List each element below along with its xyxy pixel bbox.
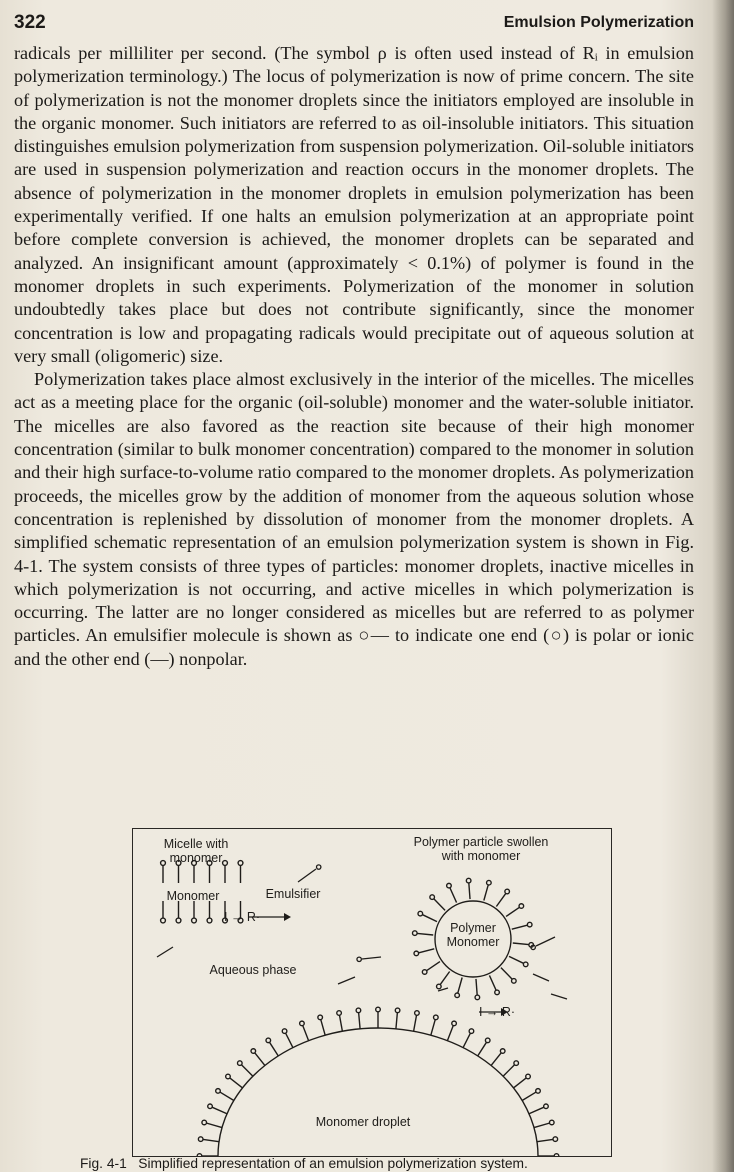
emulsifier-tail <box>427 962 440 971</box>
emulsifier-head <box>500 1049 505 1054</box>
label-monomer-droplet: Monomer droplet <box>315 1115 411 1129</box>
label-polymer-monomer: Polymer Monomer <box>446 921 500 949</box>
label-aqueous-phase: Aqueous phase <box>209 963 297 977</box>
free-emulsifier-tail <box>338 977 355 984</box>
figure-drawing <box>133 829 611 1156</box>
emulsifier-head <box>519 904 524 909</box>
free-emulsifier-head <box>317 865 321 869</box>
emulsifier-head <box>415 1011 420 1016</box>
paragraph-2: Polymerization takes place almost exclusively in the interior of the micelles. The micelles act as a meeting place for the organic (oil-soluble) monomer and the water-soluble initiator. The micelles are also favored as the reaction site because of their high monomer concentration (similar to bulk monomer concentration) compared to the monomer in solution and their high surface-to-volume ratio compared to the monomer droplets. As polymerization proceeds, the micelles grow by the addition of monomer from the aqueous solution whose concentration is replenished by dissolution of monomer from the monomer droplets. A simplified schematic representation of an emulsion polymerization system is shown in Fig. 4-1. The system consists of three types of particles: monomer droplets, inactive micelles in which polymerization is not occurring, and active micelles in which polymerization is occurring. The latter are no longer considered as micelles but are referred to as polymer particles. An emulsifier molecule is shown as ○— to indicate one end (○) is polar or ionic and the other end (—) nonpolar. <box>14 369 694 669</box>
emulsifier-head <box>282 1029 287 1034</box>
emulsifier-tail <box>207 1123 222 1127</box>
emulsifier-tail <box>512 925 528 929</box>
emulsifier-tail <box>503 1065 514 1076</box>
emulsifier-tail <box>242 1065 253 1076</box>
label-initiator-2: I → R· <box>478 1005 516 1019</box>
emulsifier-tail <box>230 1078 243 1088</box>
emulsifier-tail <box>491 1053 501 1065</box>
emulsifier-head <box>466 878 471 883</box>
emulsifier-tail <box>270 1042 279 1055</box>
page-number: 322 <box>14 12 46 33</box>
monomer-droplet-outline <box>218 1028 538 1156</box>
emulsifier-head <box>523 962 528 967</box>
label-polymer-particle: Polymer particle swollen with monomer <box>413 835 549 863</box>
emulsifier-tail <box>484 885 488 900</box>
body-text <box>14 42 694 671</box>
emulsifier-tail <box>463 1033 470 1047</box>
emulsifier-head <box>202 1120 207 1125</box>
emulsifier-tail <box>440 971 449 984</box>
emulsifier-head <box>216 1089 221 1094</box>
emulsifier-head <box>300 1021 305 1026</box>
emulsifier-tail <box>434 899 445 910</box>
emulsifier-head <box>526 1074 531 1079</box>
emulsifier-tail <box>286 1033 293 1047</box>
emulsifier-head <box>238 1061 243 1066</box>
label-initiator-1: I → R· <box>223 910 261 924</box>
emulsifier-tail <box>321 1020 325 1035</box>
emulsifier-head <box>198 1137 203 1142</box>
page-gutter-shadow <box>712 0 734 1172</box>
free-emulsifier-head <box>357 957 361 961</box>
caption-label: Fig. 4-1 <box>80 1156 127 1171</box>
emulsifier-head <box>161 918 166 923</box>
emulsifier-tail <box>534 1123 549 1127</box>
label-micelle-monomer: Monomer <box>166 889 220 903</box>
emulsifier-head <box>251 1049 256 1054</box>
emulsifier-tail <box>458 978 462 993</box>
emulsifier-head <box>418 911 423 916</box>
emulsifier-tail <box>419 949 435 953</box>
emulsifier-head <box>192 918 197 923</box>
emulsifier-tail <box>303 1026 309 1041</box>
emulsifier-tail <box>506 907 519 916</box>
emulsifier-head <box>487 880 492 885</box>
emulsifier-head <box>412 931 417 936</box>
label-emulsifier: Emulsifier <box>265 887 321 901</box>
emulsifier-tail <box>501 968 512 979</box>
emulsifier-tail <box>476 979 477 995</box>
emulsifier-head <box>505 889 510 894</box>
emulsifier-tail <box>220 1092 234 1100</box>
emulsifier-head <box>514 1061 519 1066</box>
emulsifier-tail <box>537 1139 553 1141</box>
free-emulsifier-tail <box>533 974 549 981</box>
emulsifier-head <box>527 922 532 927</box>
free-emulsifier-tail <box>298 869 316 882</box>
caption-text: Simplified representation of an emulsion polymerization system. <box>138 1156 528 1171</box>
emulsifier-head <box>226 1074 231 1079</box>
emulsifier-head <box>318 1015 323 1020</box>
label-micelle-with-monomer: Micelle with monomer <box>163 837 229 865</box>
emulsifier-tail <box>513 1078 526 1088</box>
emulsifier-head <box>536 1089 541 1094</box>
monomer-droplet <box>197 1007 559 1156</box>
emulsifier-head <box>376 1007 381 1012</box>
emulsifier-head <box>422 970 427 975</box>
emulsifier-head <box>176 918 181 923</box>
emulsifier-tail <box>469 883 470 899</box>
emulsifier-tail <box>414 1015 417 1031</box>
emulsifier-tail <box>431 1020 435 1035</box>
emulsifier-head <box>469 1029 474 1034</box>
emulsifier-head <box>447 883 452 888</box>
emulsifier-tail <box>417 933 433 935</box>
emulsifier-head <box>553 1137 558 1142</box>
emulsifier-head <box>495 990 500 995</box>
emulsifier-tail <box>203 1139 219 1141</box>
running-head-title: Emulsion Polymerization <box>503 14 694 31</box>
emulsifier-tail <box>509 956 523 963</box>
emulsifier-tail <box>529 1107 544 1113</box>
emulsifier-tail <box>447 1026 453 1041</box>
emulsifier-head <box>395 1008 400 1013</box>
free-emulsifier-tail <box>157 947 173 957</box>
emulsifier-head <box>512 979 517 984</box>
emulsifier-head <box>430 895 435 900</box>
paragraph-1: radicals per milliliter per second. (The symbol ρ is often used instead of Rᵢ in emulsion polymerization terminology.) The locus of polymerization is now of prime concern. The site of polymerization is not the monomer droplets since the initiators employed are insoluble in the organic monomer. Such initiators are referred to as oil-insoluble initiators. This situation distinguishes emulsion polymerization from suspension polymerization. Oil-soluble initiators are used in suspension polymerization and reaction occurs in the monomer droplets. The absence of polymerization in the monomer droplets in emulsion polymerization has been experimentally verified. If one halts an emulsion polymerization at an appropriate point before complete conversion is achieved, the monomer droplets can be separated and analyzed. An insignificant amount (approximately < 0.1%) of polymer is found in the monomer droplets in such experiments. Polymerization of the monomer in solution undoubtedly takes place but does not contribute significantly, since the monomer concentration is low and propagating radicals would precipitate out of aqueous solution at very small (oligomeric) size. <box>14 43 694 366</box>
free-emulsifier-tail <box>551 994 567 999</box>
emulsifier-head <box>485 1038 490 1043</box>
emulsifier-tail <box>212 1107 227 1113</box>
figure-caption <box>80 1156 680 1171</box>
free-emulsifier-tail <box>536 937 555 946</box>
emulsifier-tail <box>522 1092 536 1100</box>
emulsifier-head <box>544 1104 549 1109</box>
emulsifier-head <box>356 1008 361 1013</box>
emulsifier-tail <box>496 894 505 907</box>
emulsifier-tail <box>340 1015 343 1031</box>
emulsifier-tail <box>450 888 457 903</box>
emulsifier-tail <box>255 1053 265 1065</box>
figure-4-1 <box>132 828 612 1157</box>
emulsifier-head <box>414 951 419 956</box>
free-emulsifier-tail <box>362 957 381 959</box>
emulsifier-tail <box>396 1013 397 1029</box>
emulsifier-head <box>475 995 480 1000</box>
emulsifier-tail <box>359 1013 360 1029</box>
emulsifier-head <box>434 1015 439 1020</box>
emulsifier-head <box>208 1104 213 1109</box>
emulsifier-tail <box>478 1042 487 1055</box>
emulsifier-head <box>549 1120 554 1125</box>
emulsifier-head <box>452 1021 457 1026</box>
emulsifier-head <box>455 993 460 998</box>
running-header <box>14 12 694 38</box>
emulsifier-head <box>337 1011 342 1016</box>
emulsifier-head <box>437 984 442 989</box>
emulsifier-tail <box>489 975 496 990</box>
emulsifier-head <box>266 1038 271 1043</box>
emulsifier-tail <box>513 943 529 945</box>
